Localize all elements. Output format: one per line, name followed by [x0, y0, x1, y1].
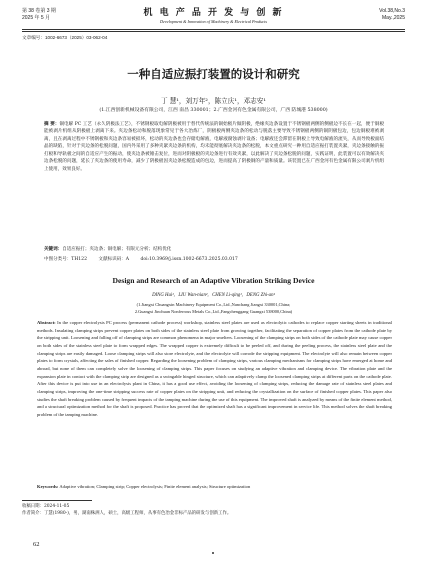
authors-en: DING Hui¹，LIU Wan-nian²，CHEN Li-qing¹，DENG Zhi-an¹ [152, 293, 275, 298]
abstract-cn [44, 121, 384, 173]
affiliation-en-line: 2.Guangxi Jinchuan Nonferrous Metals Co.,Ltd.,Fangchenggang Guangxi 538000,China) [134, 309, 293, 314]
author-bio: 作者简介：丁慧(1980-)，男，湖南株洲人，硕士，高级工程师，从事有色冶金非标产品的研发与创新工作。 [22, 511, 232, 516]
document-code: 文献标识码：A [98, 257, 129, 262]
abstract-cn-label: 摘 要： [44, 122, 60, 127]
keywords-cn [44, 246, 384, 252]
volume-en: Vol.38,No.3 [379, 8, 405, 14]
paper-title: 一种自适应振打装置的设计和研究 [127, 67, 300, 81]
authors: 丁 慧¹，刘万年²，陈立庆¹，邓志安¹ [161, 97, 266, 105]
keywords-en [37, 484, 392, 489]
journal-title-cn: 机 电 产 品 开 发 与 创 新 [143, 8, 284, 18]
footnote-rule [22, 500, 92, 501]
header-rule-thin [22, 31, 405, 32]
running-header [22, 8, 405, 28]
clc-number: 中图分类号：TH122 [44, 257, 87, 262]
page-number: 62 [33, 541, 40, 548]
header-right [379, 8, 405, 22]
footnote [22, 503, 231, 517]
journal-title-en: Development & Innovation of Machinery & Electrical Products [160, 19, 267, 24]
date-cn: 2025 年 5 月 [22, 15, 51, 21]
keywords-en-text: Adaptive vibration; Clamping strip; Copper electrolysis; Finite element analysis; Structure optimization [59, 484, 251, 489]
paper-title-en: Design and Research of an Adaptive Vibration Striking Device [112, 276, 315, 285]
classification-cn [44, 256, 384, 262]
affiliation: (1.江西创新机械设备有限公司，江西 南昌 330001；2.广西金河有色金属有限公司，广西 防城港 538000) [99, 108, 328, 113]
header-center [22, 8, 405, 25]
abstract-en [37, 319, 392, 419]
abstract-en-label: Abstract: [37, 320, 56, 325]
affiliation-en [0, 301, 427, 315]
affiliation-en-line: (1.Jiangxi Chuangxin Machinery Equipment Co.,Ltd.,Nanchang Jiangxi 330001,China; [136, 302, 291, 307]
doi: doi:10.3969/j.issn.1002-6673.2025.03.017 [140, 257, 238, 262]
keywords-cn-label: 关键词： [44, 247, 63, 252]
abstract-cn-text: 铜电解 PC 工艺（永久阴极法工艺），不锈钢板取电解阴极被用于替代传统法的铜始极片做阴极，绝缘夹边条设置于不锈钢板两侧的侧板边不长在一起，便于铜板能被剥片机组从阴极板上剥离下来。夹边条松动和脱落现象常见于各大冶炼厂，阴极板两侧夹边条的松动与脱落主要导致不锈钢板两侧的铜阴极包边，包边铜板难被剥离，且在剥离过程中不锈钢板和夹边条容易被损坏，松动的夹边条也会存储电解液，电解液腐蚀剥片设备；电解液还会滞留在钢板上导致电解液的流失，从而导致板面结晶的缺陷，针对于夹边条的松脱问题，国内外采用了多种夹紧夹边条的机构，均未能彻底解决夹边条的松脱，本文重点研究一种用自适应振打装置夹紧，夹边条接触的振打板和导轨板之间的自适应产生的振动，使夹边条被锤击复位，进而对阴极板的夹边条进行有效夹紧，以此解决了夹边条松脱的问题，实践证明，此装置可以有效解决夹边条松脱的问题，延长了夹边条的使用寿命，减少了阴极板因夹边条松脱造成的包边，进而提高了阴极铜的产量和质量。该装置已在广西金河有色金属有限公司剥片机组上使用，效果良好。 [44, 122, 384, 172]
footer-dot [212, 552, 214, 554]
date-en: May.,2025 [382, 15, 405, 21]
header-rule [22, 29, 405, 30]
keywords-en-label: Keywords: [37, 484, 59, 489]
abstract-en-text: In the copper electrolysis PC process (permanent cathode process) workshop, stainless steel plates are used as electrolytic cathodes to replace copper starting sheets in traditional methods. Insulating clamping strips prevent copper plates on both sides of the stainless steel plate from growing together, facilitating the separation of copper plates from the cathode plate by the stripping unit. Loosening and falling off of clamping strips are common phenomena in major smelters. Loosening of the clamping strips on both sides of the cathode plate may cause copper on both sides of the stainless steel plate to form wrapped edges. The wrapped copper is extremely difficult to be peeled off, and during the peeling process, the stainless steel plate and the clamping strips are easily damaged. Loose clamping strips will also store electrolyte, and the electrolyte will corrode the stripping equipment. The electrolyte will also remain between copper plates to form crystals, affecting the sales of finished copper. Regarding the loosening problem of clamping strips, various clamping mechanisms for clamping strips have emerged at home and abroad, but none of them can completely solve the loosening of clamping strips. This paper focuses on studying an adaptive vibration and clamping device. The vibration plate and the expansion plate in contact with the clamping strip are designed as a swingable hinged structure, which can adaptively clamp the loosened clamping strips at different parts on the cathode plate. After this device is put into use in an electrolysis plant in China, it has a good use effect, avoiding the loosening of clamping strips, reducing the damage rate of stainless steel plates and clamping strips, improving the one-time stripping success rate of copper plates on the stripping unit, and reducing the crystallization on the surface of finished copper plates. This paper also studies the shaft breaking problem caused by frequent impacts of the tamping machine during the use of this equipment. The improved shaft is analyzed by means of the finite element method, and a structural optimization method for the shaft is proposed. Practice has proved that the optimized shaft has a significant improvement in service life. This method solves the shaft breaking problem of the tamping machine. [37, 320, 392, 417]
keywords-cn-text: 自适应振打；夹边条；铜电解；有限元分析；结构优化 [62, 247, 172, 252]
article-number: 文章编号：1002-6673（2025）03-062-04 [22, 35, 108, 40]
received-date: 收稿日期：2024-11-05 [22, 504, 70, 509]
volume-cn: 第 38 卷第 3 期 [22, 8, 56, 14]
